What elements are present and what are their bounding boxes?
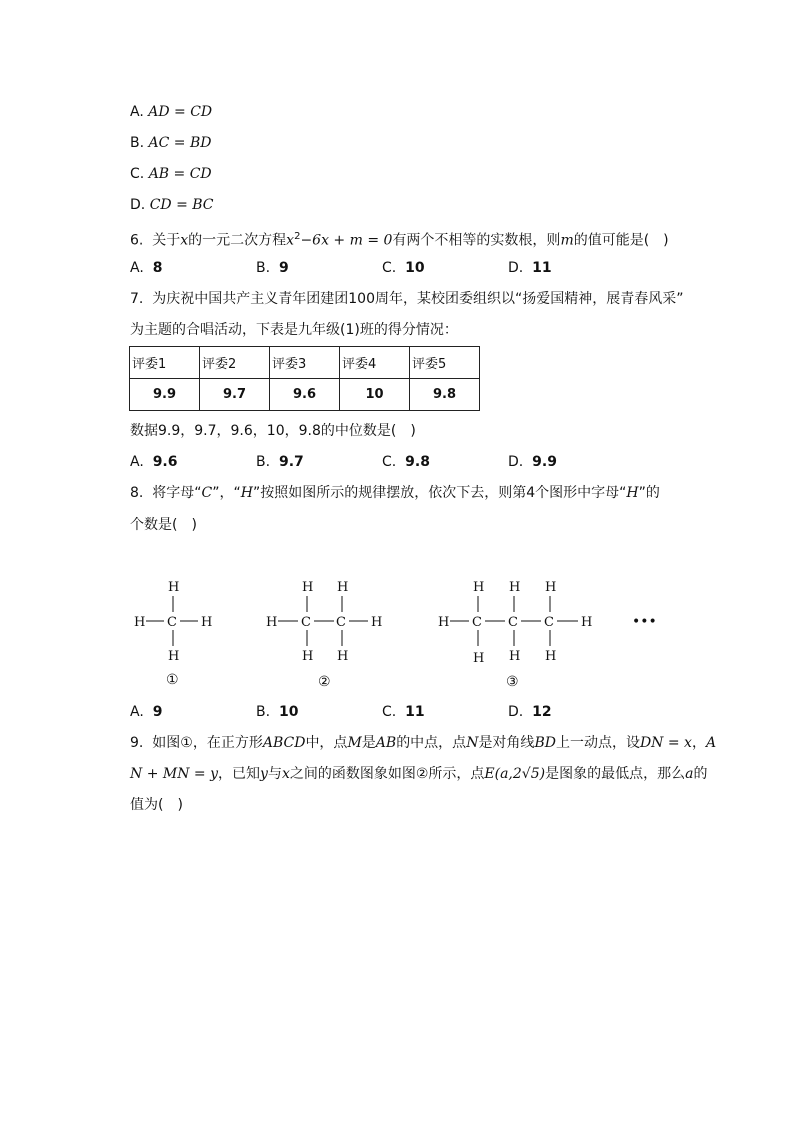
q9-stem-line1 xyxy=(130,733,716,753)
q5-option-b xyxy=(130,133,211,153)
option-letter: C. xyxy=(382,454,397,470)
table-header-cell: 评委2 xyxy=(200,347,270,379)
table-header-row xyxy=(130,347,480,379)
atom-h: H xyxy=(545,580,557,595)
option-text: 10 xyxy=(405,260,425,276)
stem-text: 关于 xyxy=(152,232,181,249)
option-text: 12 xyxy=(532,704,552,720)
atom-h: H xyxy=(545,649,557,664)
stem-text: ，已知 xyxy=(218,766,261,782)
option-text: 9.8 xyxy=(405,454,430,470)
option-text: 11 xyxy=(405,704,425,720)
math-n: N xyxy=(466,735,479,751)
eq-x: x xyxy=(286,232,295,249)
option-text: 9 xyxy=(152,704,163,720)
atom-h: H xyxy=(509,649,521,664)
atom-c: C xyxy=(336,615,346,630)
q7-stem-line2: 为主题的合唱活动，下表是九年级(1)班的得分情况： xyxy=(130,322,458,338)
letter-h: H xyxy=(240,485,253,501)
stem-text: 中，点 xyxy=(305,735,348,751)
figure-2 xyxy=(266,580,382,664)
eq-exponent: 2 xyxy=(294,231,301,242)
stem-text: 上一动点，设 xyxy=(555,735,640,751)
stem-text: 将字母“ xyxy=(152,485,202,501)
table-row xyxy=(130,379,480,411)
atom-h: H xyxy=(473,580,485,595)
stem-text: ， xyxy=(691,735,706,751)
atom-h: H xyxy=(509,580,521,595)
ellipsis: ••• xyxy=(632,614,657,630)
atom-h: H xyxy=(473,651,485,666)
q8-figures xyxy=(0,570,794,700)
math-a: a xyxy=(685,766,694,782)
option-letter: B. xyxy=(256,260,271,276)
math-m: M xyxy=(347,735,362,751)
figure-1 xyxy=(134,580,212,664)
atom-h: H xyxy=(168,649,180,664)
question-number: 6. xyxy=(130,232,144,249)
atom-h: H xyxy=(201,615,213,630)
q9-stem-line2 xyxy=(130,764,707,784)
option-letter: D. xyxy=(508,704,524,720)
stem-text: 如图①，在正方形 xyxy=(152,735,263,751)
stem-text: 的值可能是( ) xyxy=(573,232,669,249)
q7-option-d xyxy=(508,452,557,472)
option-letter: C. xyxy=(382,704,397,720)
letter-h: H xyxy=(626,485,639,501)
atom-h: H xyxy=(266,615,278,630)
math-y: y xyxy=(260,766,268,782)
q7-option-c xyxy=(382,452,430,472)
atom-h: H xyxy=(168,580,180,595)
atom-c: C xyxy=(472,615,482,630)
q8-option-d xyxy=(508,702,552,722)
option-letter: B. xyxy=(130,135,145,151)
atom-c: C xyxy=(167,615,177,630)
option-text: AC = BD xyxy=(148,135,212,151)
atom-h: H xyxy=(337,580,349,595)
atom-c: C xyxy=(301,615,311,630)
q6-stem xyxy=(130,227,669,251)
q8-stem-line2: 个数是( ) xyxy=(130,517,197,533)
q7-stem-line1 xyxy=(130,289,684,309)
option-text: 9 xyxy=(278,260,289,276)
option-letter: B. xyxy=(256,454,271,470)
option-letter: A. xyxy=(130,260,144,276)
figure-label: ③ xyxy=(506,674,519,690)
q9-stem-line3: 值为( ) xyxy=(130,797,183,813)
option-text: 9.6 xyxy=(152,454,178,470)
figure-label: ② xyxy=(318,674,331,690)
equation: −6x + m = 0 xyxy=(300,232,393,249)
option-text: 9.7 xyxy=(278,454,304,470)
option-letter: C. xyxy=(130,166,145,182)
math-a: A xyxy=(705,735,717,751)
table-header-cell: 评委5 xyxy=(410,347,480,379)
math-ab: AB xyxy=(375,735,397,751)
atom-h: H xyxy=(302,649,314,664)
option-text: AD = CD xyxy=(148,104,213,120)
atom-c: C xyxy=(544,615,554,630)
atom-h: H xyxy=(371,615,383,630)
table-cell: 9.9 xyxy=(130,379,200,411)
letter-c: C xyxy=(201,485,213,501)
stem-text: 是图象的最低点，那么 xyxy=(545,766,686,782)
stem-text: 的中点，点 xyxy=(396,735,467,751)
q8-option-c xyxy=(382,702,425,722)
atom-h: H xyxy=(581,615,593,630)
stem-text: 为庆祝中国共产主义青年团建团100周年，某校团委组织以“扬爱国精神，展青春风采” xyxy=(152,291,684,307)
stem-text: 的 xyxy=(693,766,708,782)
option-letter: D. xyxy=(130,197,146,213)
option-letter: A. xyxy=(130,104,144,120)
question-number: 9. xyxy=(130,735,144,751)
math-point-e: E(a,2√5) xyxy=(484,766,546,782)
stem-text: 是对角线 xyxy=(478,735,535,751)
var-x: x xyxy=(180,232,189,249)
q6-option-d xyxy=(508,258,552,278)
question-number: 8. xyxy=(130,485,144,501)
table-header-cell: 评委1 xyxy=(130,347,200,379)
scores-table xyxy=(129,346,480,411)
q6-option-a xyxy=(130,258,162,278)
stem-text: ”，“ xyxy=(212,485,241,501)
atom-h: H xyxy=(337,649,349,664)
option-letter: D. xyxy=(508,260,524,276)
q7-option-a xyxy=(130,452,178,472)
math-bd: BD xyxy=(534,735,556,751)
table-cell: 9.6 xyxy=(270,379,340,411)
stem-text: 的一元二次方程 xyxy=(188,232,287,249)
table-cell: 10 xyxy=(340,379,410,411)
stem-text: 是 xyxy=(361,735,376,751)
option-text: AB = CD xyxy=(148,166,212,182)
atom-h: H xyxy=(438,615,450,630)
option-letter: A. xyxy=(130,704,144,720)
stem-text: 有两个不相等的实数根，则 xyxy=(392,232,561,249)
stem-text: 之间的函数图象如图②所示，点 xyxy=(289,766,485,782)
figure-3 xyxy=(438,580,592,666)
q5-option-c xyxy=(130,164,212,184)
table-cell: 9.8 xyxy=(410,379,480,411)
question-number: 7. xyxy=(130,291,144,307)
var-m: m xyxy=(560,232,574,249)
figure-label: ① xyxy=(166,672,179,688)
atom-c: C xyxy=(508,615,518,630)
table-header-cell: 评委4 xyxy=(340,347,410,379)
atom-h: H xyxy=(302,580,314,595)
table-cell: 9.7 xyxy=(200,379,270,411)
option-text: 10 xyxy=(278,704,299,720)
option-letter: A. xyxy=(130,454,144,470)
stem-text: ”的 xyxy=(638,485,660,501)
q6-option-c xyxy=(382,258,425,278)
option-text: 8 xyxy=(152,260,163,276)
option-letter: C. xyxy=(382,260,397,276)
q8-option-b xyxy=(256,702,298,722)
q7-option-b xyxy=(256,452,304,472)
q7-question: 数据9.9，9.7，9.6，10，9.8的中位数是( ) xyxy=(130,423,416,439)
math-expression: N + MN = y xyxy=(130,766,219,782)
option-text: 11 xyxy=(532,260,552,276)
math-x: x xyxy=(281,766,290,782)
q5-option-a xyxy=(130,102,212,122)
math-abcd: ABCD xyxy=(262,735,306,751)
option-text: 9.9 xyxy=(532,454,557,470)
q8-stem-line1 xyxy=(130,483,660,503)
q5-option-d xyxy=(130,195,214,215)
atom-h: H xyxy=(134,615,146,630)
table-header-cell: 评委3 xyxy=(270,347,340,379)
stem-text: ”按照如图所示的规律摆放，依次下去，则第4个图形中字母“ xyxy=(252,485,627,501)
math-dn: DN = x xyxy=(639,735,692,751)
option-letter: D. xyxy=(508,454,524,470)
stem-text: 与 xyxy=(267,766,282,782)
option-text: CD = BC xyxy=(149,197,214,213)
option-letter: B. xyxy=(256,704,271,720)
q6-option-b xyxy=(256,258,289,278)
q8-option-a xyxy=(130,702,162,722)
